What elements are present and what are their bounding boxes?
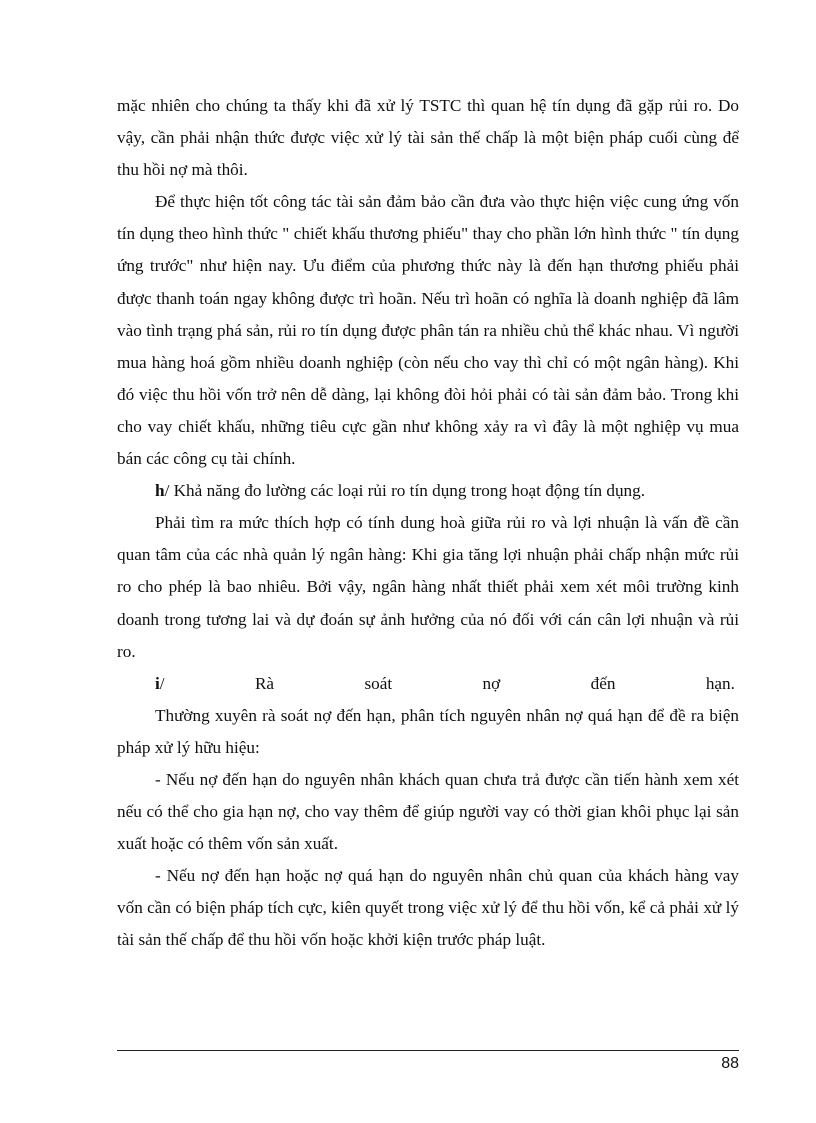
section-i-word: nợ (482, 673, 501, 693)
section-h-title: / Khả năng đo lường các loại rủi ro tín dụng trong hoạt động tín dụng. (164, 481, 646, 501)
section-i-label-group (155, 668, 165, 700)
section-h-label: h (155, 481, 165, 501)
section-i-word: đến (590, 673, 616, 693)
section-i-word: soát (364, 673, 393, 693)
section-h-heading (117, 475, 739, 507)
section-i-label: i (155, 673, 160, 693)
paragraph-collateral-discount: Để thực hiện tốt công tác tài sản đảm bảo cần đưa vào thực hiện việc cung ứng vốn tín dụng theo hình thức " chiết khấu thương phiếu" thay cho phần lớn hình thức " tín dụng ứng trước" như hiện nay. Ưu điểm của phương thức này là đến hạn thương phiếu phải được thanh toán ngay không được trì hoãn. Nếu trì hoãn có nghĩa là doanh nghiệp đã lâm vào tình trạng phá sản, rủi ro tín dụng được phân tán ra nhiều chủ thể khác nhau. Vì người mua hàng hoá gồm nhiều doanh nghiệp (còn nếu cho vay thì chỉ có một ngân hàng). Khi đó việc thu hồi vốn trở nên dễ dàng, lại không đòi hỏi phải có tài sản đảm bảo. Trong khi cho vay chiết khấu, những tiêu cực gần như không xảy ra vì đây là một nghiệp vụ mua bán các công cụ tài chính. (117, 192, 739, 469)
footer-divider (117, 1050, 739, 1051)
page-number: 88 (721, 1055, 739, 1072)
paragraph-review-intro: Thường xuyên rà soát nợ đến hạn, phân tích nguyên nhân nợ quá hạn để đề ra biện pháp xử lý hữu hiệu: (117, 705, 739, 757)
section-i-slash: / (159, 673, 165, 693)
paragraph-subjective-cause: - Nếu nợ đến hạn hoặc nợ quá hạn do nguyên nhân chủ quan của khách hàng vay vốn cần có biện pháp tích cực, kiên quyết trong việc xử lý để thu hồi vốn, kể cả phải xử lý tài sản thế chấp để thu hồi vốn hoặc khởi kiện trước pháp luật. (117, 866, 739, 950)
section-i-word: hạn. (705, 673, 735, 693)
paragraph-risk-profit: Phải tìm ra mức thích hợp có tính dung hoà giữa rủi ro và lợi nhuận là vấn đề cần quan tâm của các nhà quản lý ngân hàng: Khi gia tăng lợi nhuận phải chấp nhận mức rủi ro cho phép là bao nhiêu. Bởi vậy, ngân hàng nhất thiết phải xem xét môi trường kinh doanh trong tương lai và dự đoán sự ảnh hưởng của nó đối với cán cân lợi nhuận và rủi ro. (117, 513, 739, 661)
page-body (117, 90, 739, 957)
paragraph-continuation: mặc nhiên cho chúng ta thấy khi đã xử lý TSTC thì quan hệ tín dụng đã gặp rủi ro. Do vậy, cần phải nhận thức được việc xử lý tài sản thế chấp là một biện pháp cuối cùng để thu hồi nợ mà thôi. (117, 96, 739, 180)
section-i-heading (117, 668, 739, 700)
section-i-word: Rà (254, 673, 275, 693)
paragraph-objective-cause: - Nếu nợ đến hạn do nguyên nhân khách quan chưa trả được cần tiến hành xem xét nếu có thể cho gia hạn nợ, cho vay thêm để giúp người vay có thời gian khôi phục lại sản xuất hoặc có thêm vốn sản xuất. (117, 769, 739, 854)
